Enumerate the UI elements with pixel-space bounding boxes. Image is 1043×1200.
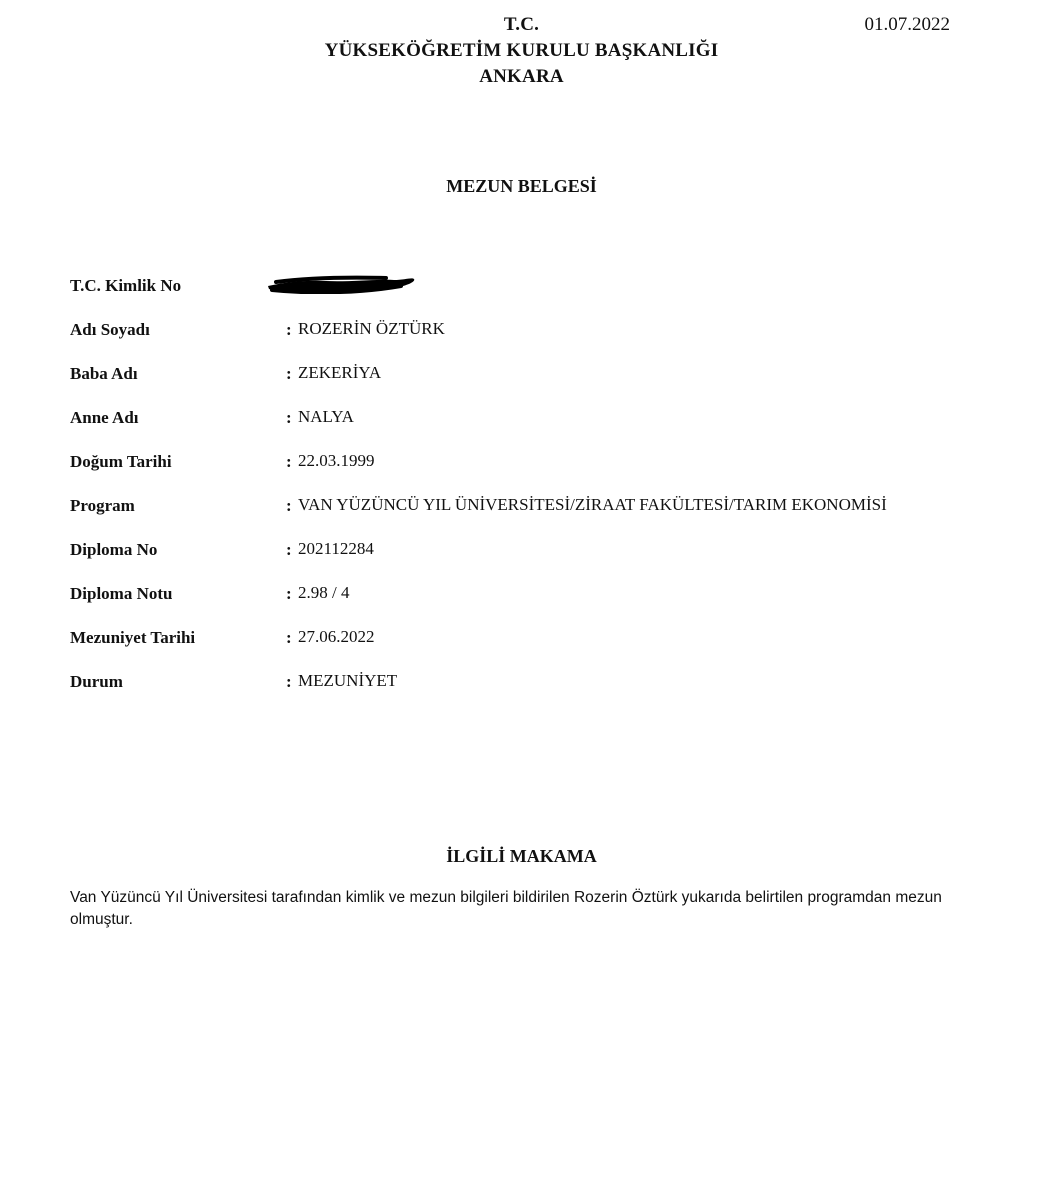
field-value: 2.98 / 4 xyxy=(298,583,350,602)
field-value: ROZERİN ÖZTÜRK xyxy=(298,319,445,338)
field-label: Anne Adı xyxy=(70,408,139,427)
field-colon: : xyxy=(286,540,292,559)
field-label: T.C. Kimlik No xyxy=(70,276,182,295)
field-anne-adi xyxy=(70,404,970,448)
field-durum xyxy=(70,668,970,712)
field-colon: : xyxy=(286,584,292,603)
field-colon: : xyxy=(286,452,292,471)
field-colon: : xyxy=(286,628,292,647)
field-diploma-notu xyxy=(70,580,970,624)
field-label: Baba Adı xyxy=(70,364,138,383)
field-value: MEZUNİYET xyxy=(298,671,398,690)
field-mezuniyet-tarihi xyxy=(70,624,970,668)
field-value: 22.03.1999 xyxy=(298,451,375,470)
field-program xyxy=(70,492,970,536)
field-colon: : xyxy=(286,320,292,339)
field-value: NALYA xyxy=(298,407,354,426)
field-colon: : xyxy=(286,496,292,515)
graduate-info-list xyxy=(70,272,970,712)
field-label: Adı Soyadı xyxy=(70,320,150,339)
field-adi-soyadi xyxy=(70,316,970,360)
header-institution: YÜKSEKÖĞRETİM KURULU BAŞKANLIĞI xyxy=(324,40,719,61)
field-value: ZEKERİYA xyxy=(298,363,382,382)
header-city: ANKARA xyxy=(479,66,564,87)
redaction-scribble xyxy=(266,274,416,294)
field-diploma-no xyxy=(70,536,970,580)
field-label: Diploma No xyxy=(70,540,158,559)
field-colon: : xyxy=(286,364,292,383)
field-value: 202112284 xyxy=(298,539,374,558)
statement-paragraph: Van Yüzüncü Yıl Üniversitesi tarafından kimlik ve mezun bilgileri bildirilen Rozerin Öztürk yukarıda belirtilen programdan mezun olmuştur. xyxy=(70,889,942,928)
document-date: 01.07.2022 xyxy=(864,14,950,35)
field-label: Mezuniyet Tarihi xyxy=(70,628,196,647)
field-value: 27.06.2022 xyxy=(298,627,375,646)
field-tc-kimlik-no xyxy=(70,272,970,316)
field-label: Program xyxy=(70,496,135,515)
field-label: Doğum Tarihi xyxy=(70,452,172,471)
field-label: Diploma Notu xyxy=(70,584,173,603)
header-country: T.C. xyxy=(503,14,540,35)
field-baba-adi xyxy=(70,360,970,404)
field-colon: : xyxy=(286,408,292,427)
field-colon: : xyxy=(286,672,292,691)
field-label: Durum xyxy=(70,672,123,691)
field-value: VAN YÜZÜNCÜ YIL ÜNİVERSİTESİ/ZİRAAT FAKÜLTESİ/TARIM EKONOMİSİ xyxy=(298,495,887,514)
section-title: İLGİLİ MAKAMA xyxy=(446,846,597,866)
document-title: MEZUN BELGESİ xyxy=(446,176,597,196)
field-dogum-tarihi xyxy=(70,448,970,492)
